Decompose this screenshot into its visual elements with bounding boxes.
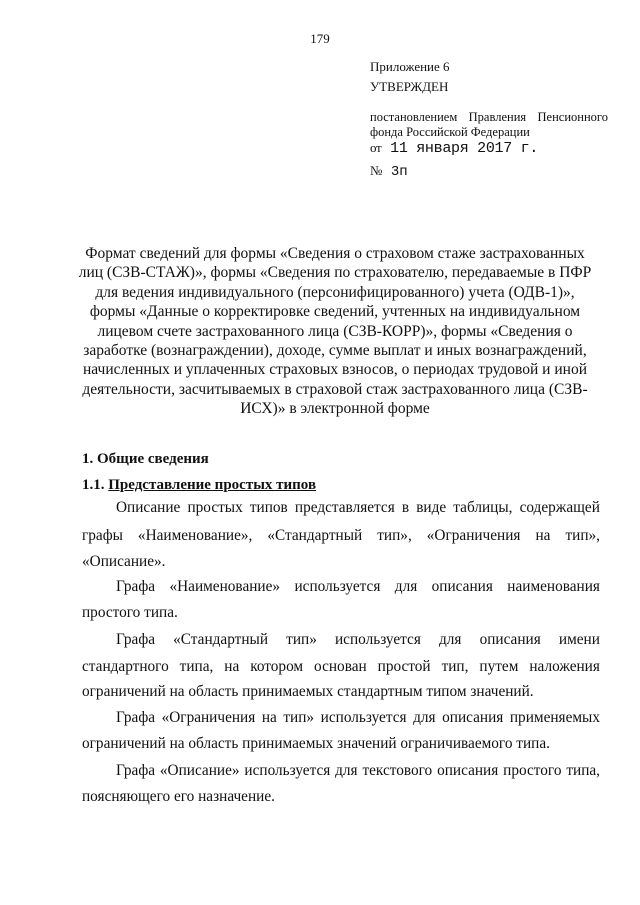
word: типов [249,499,288,516]
word: типа, [566,762,600,779]
word: стандартного [82,658,169,675]
word: простой [377,658,431,675]
word: для [394,578,418,595]
attachment-label: Приложение 6 [370,59,450,74]
word: описания [431,578,493,595]
word: путем [479,658,519,675]
word: тип» [283,709,315,726]
subsection-heading [82,477,316,494]
word: тип», [565,527,600,544]
date-prefix: от [370,140,382,155]
word: простого [503,762,562,779]
word: Графа [116,762,156,779]
word: используется [294,578,381,595]
title-line: Формат сведений для формы «Сведения о страховом стаже застрахованных [85,245,585,262]
word: для [413,709,436,726]
word: наложения [529,658,600,675]
title-line: начисленных и уплаченных страховых взносов, о периодах трудовой и иной [83,361,587,379]
word: Графа [116,578,156,595]
word: таблицы, [453,499,513,516]
word: в [401,499,410,516]
paragraph-line: поясняющего его назначение. [82,788,275,805]
number-value: 3п [390,164,408,180]
paragraph-line: простого типа. [82,604,178,621]
approval-date [370,140,608,157]
title-line: заработке (вознаграждении), доходе, сумме выплат и иных вознаграждений, [83,342,587,360]
word: на [535,527,551,544]
word: для [438,631,462,648]
paragraph-line [82,498,600,518]
word: наименования [507,578,600,595]
word: основан [314,658,367,675]
paragraph-line [82,526,600,546]
decree-word: Правления [468,110,527,124]
title-line: ИСХ)» в электронной форме [240,400,430,418]
word: «Стандартный [267,527,363,544]
word: «Наименование» [169,578,281,595]
fund-name: фонда Российской Федерации [370,125,530,139]
approved-label: УТВЕРЖДЕН [370,79,449,94]
section-heading: 1. Общие сведения [82,451,209,467]
word: содержащей [519,499,600,516]
paragraph-line [82,630,600,650]
approval-number [370,163,608,180]
word: текстового [362,762,433,779]
word: описания [437,762,499,779]
word: «Описание» [159,762,240,779]
decree-word: постановлением [370,110,458,124]
title-line: формы «Данные о корректировке сведений, учтенных на индивидуальном [89,303,581,321]
decree-word: Пенсионного [537,110,608,124]
word: простых [187,499,243,516]
paragraph-line [82,577,600,597]
title-line: лицевом счете застрахованного лица (СЗВ-КОРР)», формы «Сведения о [97,322,573,340]
subsection-title: Представление простых типов [108,477,317,493]
subsection-number: 1.1. [82,477,105,493]
word: Графа [116,709,156,726]
word: используется [334,631,421,648]
page-number: 179 [310,31,330,46]
word: тип» [286,631,317,648]
word: «Ограничения [426,527,521,544]
decree-line [370,109,608,125]
word: Описание [116,499,181,516]
word: применяемых [509,709,600,726]
word: графы [82,527,123,544]
date-value: 11 января 2017 г. [390,140,539,157]
paragraph-line: «Описание». [82,553,166,570]
word: типа, [179,658,214,675]
title-line: деятельности, засчитываемых в страховой стаж застрахованного лица (СЗВ- [82,380,588,398]
title-line: для ведения индивидуального (персонифицированного) учета (ОДВ-1)», [95,283,575,301]
word: описания [442,709,504,726]
word: «Ограничения [161,709,256,726]
paragraph-line: ограничений на область принимаемых стандартным типом значений. [82,683,534,700]
paragraph-line [82,657,600,677]
word: используется [320,709,407,726]
word: используется [244,762,331,779]
paragraph-line [82,708,600,728]
word: на [261,709,277,726]
word: на [224,658,240,675]
title-line: лиц (СЗВ-СТАЖ)», формы «Сведения по страхователю, передаваемые в ПФР [78,264,592,282]
word: тип», [377,527,412,544]
document-title [70,244,600,419]
paragraph-line: ограничений на область принимаемых значений ограничиваемого типа. [82,735,550,752]
word: котором [250,658,304,675]
word: виде [416,499,447,516]
number-prefix: № [370,163,383,178]
word: представляется [294,499,395,516]
word: для [335,762,358,779]
word: «Стандартный [173,631,269,648]
word: «Наименование», [137,527,253,544]
word: тип, [441,658,469,675]
word: имени [558,631,600,648]
word: Графа [116,631,156,648]
paragraph-line [82,761,600,781]
approval-block [370,59,608,180]
word: описания [479,631,541,648]
